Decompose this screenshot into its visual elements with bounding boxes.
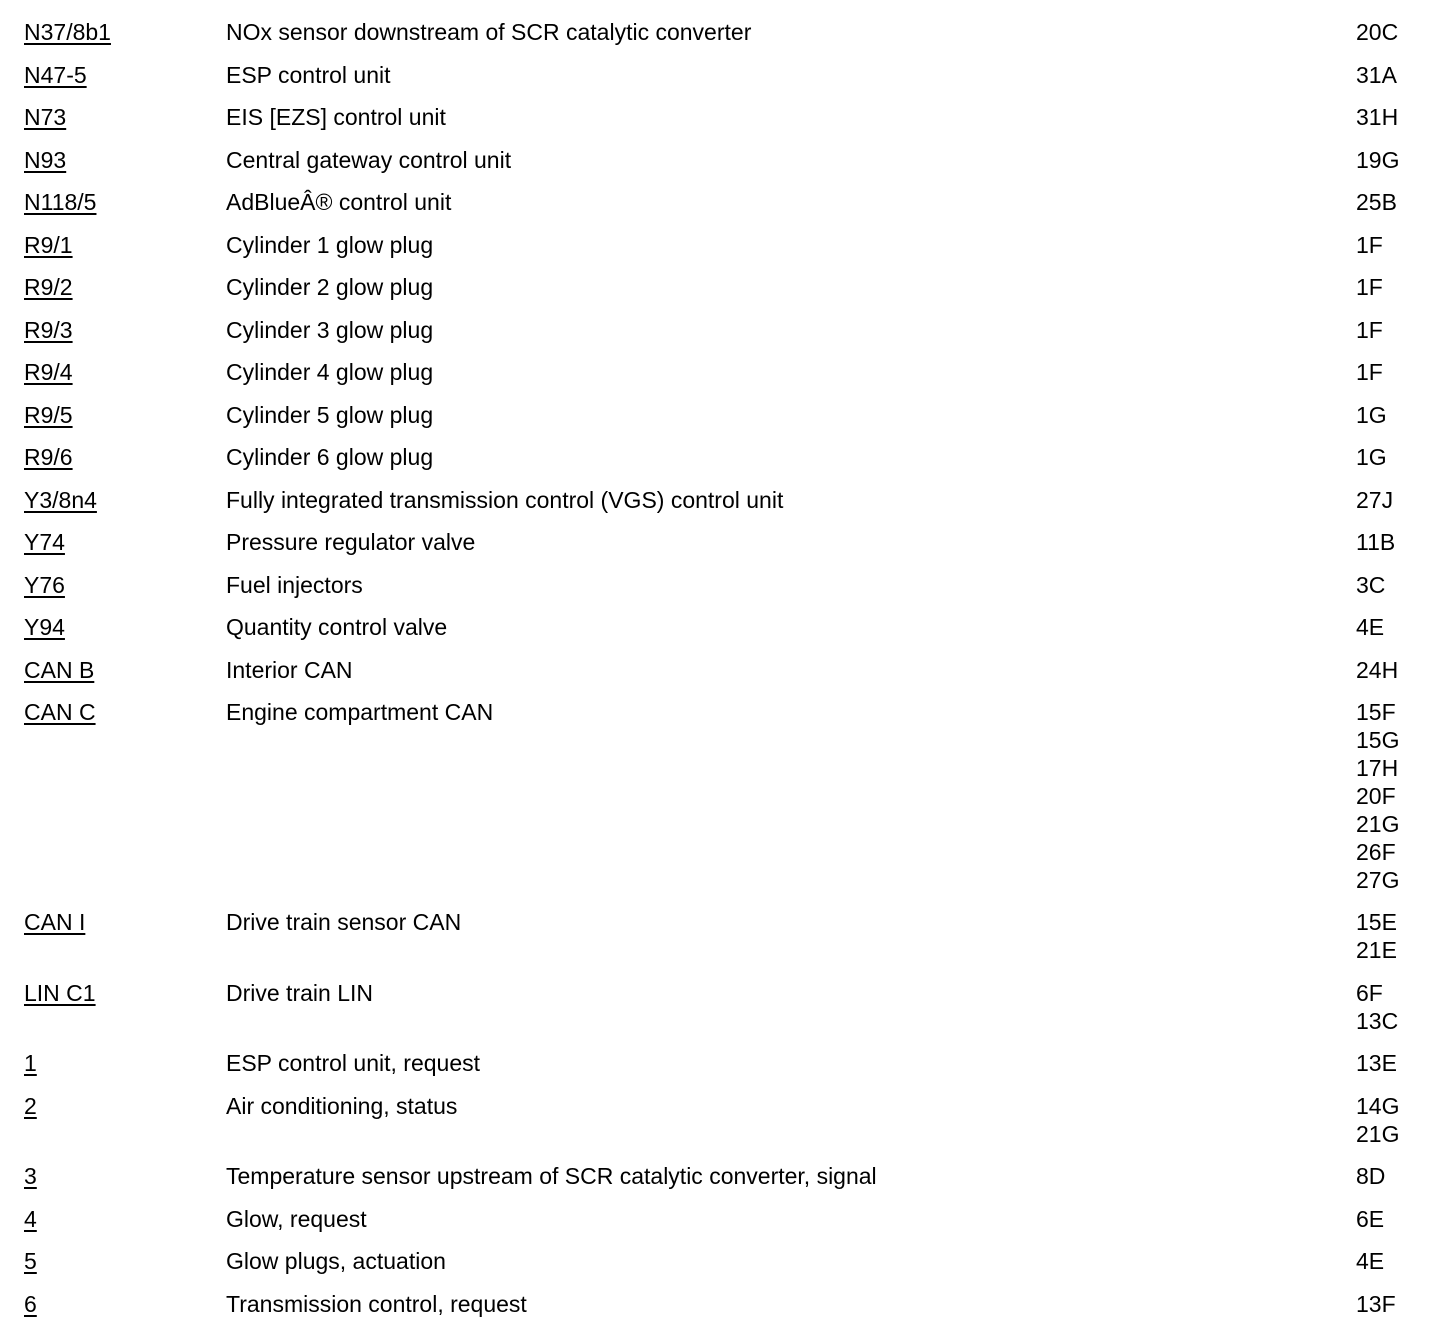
- grid-reference: 13C: [1356, 1007, 1399, 1034]
- component-description: EIS [EZS] control unit: [226, 104, 446, 130]
- legend-row: [24, 1049, 1424, 1092]
- grid-reference: 15G: [1356, 727, 1400, 753]
- legend-row: [24, 486, 1424, 529]
- grid-reference-list: [1356, 1205, 1424, 1233]
- grid-reference-list: [1356, 908, 1424, 964]
- legend-row: [24, 1247, 1424, 1290]
- legend-row: [24, 1162, 1424, 1205]
- grid-reference-list: [1356, 1092, 1424, 1148]
- legend-row: [24, 1290, 1424, 1333]
- component-description: Fully integrated transmission control (VGS) control unit: [226, 486, 784, 513]
- grid-reference: 3C: [1356, 571, 1386, 598]
- grid-reference: 24H: [1356, 656, 1399, 683]
- component-description: Central gateway control unit: [226, 146, 512, 173]
- grid-reference: 1F: [1356, 231, 1383, 258]
- grid-reference-list: [1356, 231, 1424, 259]
- component-description: Quantity control valve: [226, 614, 448, 640]
- grid-reference-list: [1356, 613, 1424, 641]
- component-code-link[interactable]: 3: [24, 1163, 37, 1189]
- grid-reference-list: [1356, 1049, 1424, 1077]
- legend-row: [24, 146, 1424, 189]
- component-description: Cylinder 1 glow plug: [226, 231, 434, 258]
- component-code-link[interactable]: 6: [24, 1290, 37, 1317]
- component-code-link[interactable]: N93: [24, 146, 67, 173]
- component-code-link[interactable]: Y74: [24, 529, 65, 555]
- grid-reference-list: [1356, 61, 1424, 89]
- component-code-link[interactable]: N37/8b1: [24, 19, 111, 45]
- component-code-link[interactable]: CAN I: [24, 909, 86, 935]
- component-description: Cylinder 4 glow plug: [226, 359, 434, 385]
- component-code-link[interactable]: 5: [24, 1248, 37, 1274]
- grid-reference-list: [1356, 571, 1424, 599]
- component-code-link[interactable]: LIN C1: [24, 979, 96, 1006]
- grid-reference: 31A: [1356, 61, 1397, 88]
- grid-reference: 1F: [1356, 359, 1383, 385]
- component-code-link[interactable]: R9/3: [24, 316, 73, 343]
- grid-reference-list: [1356, 146, 1424, 174]
- grid-reference-list: [1356, 698, 1424, 894]
- grid-reference: 14G: [1356, 1092, 1400, 1119]
- component-description: Pressure regulator valve: [226, 529, 476, 555]
- component-description: Cylinder 5 glow plug: [226, 401, 434, 428]
- grid-reference: 13E: [1356, 1050, 1397, 1076]
- component-description: Glow plugs, actuation: [226, 1248, 446, 1274]
- grid-reference: 1G: [1356, 401, 1387, 428]
- grid-reference-list: [1356, 443, 1424, 471]
- component-code-link[interactable]: R9/6: [24, 444, 73, 470]
- component-legend-table: [24, 18, 1424, 1332]
- grid-reference-list: [1356, 273, 1424, 301]
- grid-reference-list: [1356, 486, 1424, 514]
- legend-row: [24, 316, 1424, 359]
- component-code-link[interactable]: N73: [24, 104, 67, 130]
- legend-row: [24, 1205, 1424, 1248]
- grid-reference-list: [1356, 656, 1424, 684]
- legend-row: [24, 358, 1424, 401]
- grid-reference: 6E: [1356, 1205, 1385, 1232]
- grid-reference: 26F: [1356, 839, 1396, 865]
- legend-row: [24, 18, 1424, 61]
- grid-reference: 1G: [1356, 444, 1387, 470]
- legend-row: [24, 1092, 1424, 1163]
- grid-reference-list: [1356, 1290, 1424, 1318]
- legend-row: [24, 571, 1424, 614]
- grid-reference: 11B: [1356, 529, 1396, 555]
- component-description: Fuel injectors: [226, 571, 363, 598]
- legend-row: [24, 103, 1424, 146]
- grid-reference: 8D: [1356, 1163, 1386, 1189]
- grid-reference-list: [1356, 979, 1424, 1035]
- grid-reference-list: [1356, 1162, 1424, 1190]
- legend-row: [24, 443, 1424, 486]
- legend-row: [24, 188, 1424, 231]
- component-code-link[interactable]: 2: [24, 1092, 37, 1119]
- component-code-link[interactable]: R9/5: [24, 401, 73, 428]
- grid-reference: 25B: [1356, 189, 1397, 215]
- component-code-link[interactable]: 1: [24, 1050, 37, 1076]
- component-description: Air conditioning, status: [226, 1092, 458, 1119]
- grid-reference-list: [1356, 1247, 1424, 1275]
- component-code-link[interactable]: CAN B: [24, 656, 95, 683]
- grid-reference: 1F: [1356, 274, 1383, 300]
- component-description: Drive train sensor CAN: [226, 909, 462, 935]
- grid-reference: 6F: [1356, 979, 1383, 1006]
- grid-reference: 15E: [1356, 909, 1397, 935]
- legend-row: [24, 528, 1424, 571]
- grid-reference: 4E: [1356, 1248, 1385, 1274]
- grid-reference-list: [1356, 18, 1424, 46]
- component-description: Glow, request: [226, 1205, 367, 1232]
- grid-reference-list: [1356, 401, 1424, 429]
- legend-row: [24, 61, 1424, 104]
- component-description: Drive train LIN: [226, 979, 373, 1006]
- grid-reference: 17H: [1356, 755, 1399, 781]
- grid-reference: 20F: [1356, 783, 1396, 809]
- component-description: ESP control unit: [226, 61, 391, 88]
- grid-reference: 19G: [1356, 146, 1400, 173]
- grid-reference: 15F: [1356, 699, 1396, 725]
- grid-reference-list: [1356, 358, 1424, 386]
- legend-row: [24, 908, 1424, 979]
- component-description: AdBlueÂ® control unit: [226, 189, 452, 215]
- component-code-link[interactable]: Y94: [24, 614, 65, 640]
- component-code-link[interactable]: Y76: [24, 571, 65, 598]
- grid-reference: 21G: [1356, 1120, 1400, 1147]
- component-description: Engine compartment CAN: [226, 699, 494, 725]
- grid-reference: 31H: [1356, 104, 1399, 130]
- component-description: Interior CAN: [226, 656, 353, 683]
- component-code-link[interactable]: N118/5: [24, 189, 97, 215]
- grid-reference: 27J: [1356, 486, 1394, 513]
- component-code-link[interactable]: CAN C: [24, 699, 96, 725]
- legend-row: [24, 979, 1424, 1050]
- component-description: Cylinder 2 glow plug: [226, 274, 434, 300]
- grid-reference-list: [1356, 528, 1424, 556]
- component-description: Cylinder 3 glow plug: [226, 316, 434, 343]
- component-description: Temperature sensor upstream of SCR catalytic converter, signal: [226, 1163, 877, 1189]
- component-description: Transmission control, request: [226, 1290, 527, 1317]
- legend-row: [24, 401, 1424, 444]
- component-code-link[interactable]: R9/2: [24, 274, 73, 300]
- grid-reference: 4E: [1356, 614, 1385, 640]
- grid-reference-list: [1356, 103, 1424, 131]
- grid-reference: 1F: [1356, 316, 1383, 343]
- component-description: Cylinder 6 glow plug: [226, 444, 434, 470]
- component-description: NOx sensor downstream of SCR catalytic converter: [226, 19, 752, 45]
- component-code-link[interactable]: R9/4: [24, 359, 73, 385]
- component-code-link[interactable]: R9/1: [24, 231, 73, 258]
- grid-reference: 13F: [1356, 1290, 1396, 1317]
- grid-reference: 20C: [1356, 19, 1399, 45]
- grid-reference: 21E: [1356, 937, 1397, 963]
- component-code-link[interactable]: 4: [24, 1205, 37, 1232]
- legend-row: [24, 231, 1424, 274]
- grid-reference-list: [1356, 316, 1424, 344]
- grid-reference: 21G: [1356, 811, 1400, 837]
- legend-row: [24, 273, 1424, 316]
- component-description: ESP control unit, request: [226, 1050, 480, 1076]
- legend-row: [24, 656, 1424, 699]
- component-code-link[interactable]: N47-5: [24, 61, 87, 88]
- grid-reference: 27G: [1356, 867, 1400, 893]
- legend-row: [24, 613, 1424, 656]
- legend-row: [24, 698, 1424, 908]
- component-code-link[interactable]: Y3/8n4: [24, 486, 97, 513]
- grid-reference-list: [1356, 188, 1424, 216]
